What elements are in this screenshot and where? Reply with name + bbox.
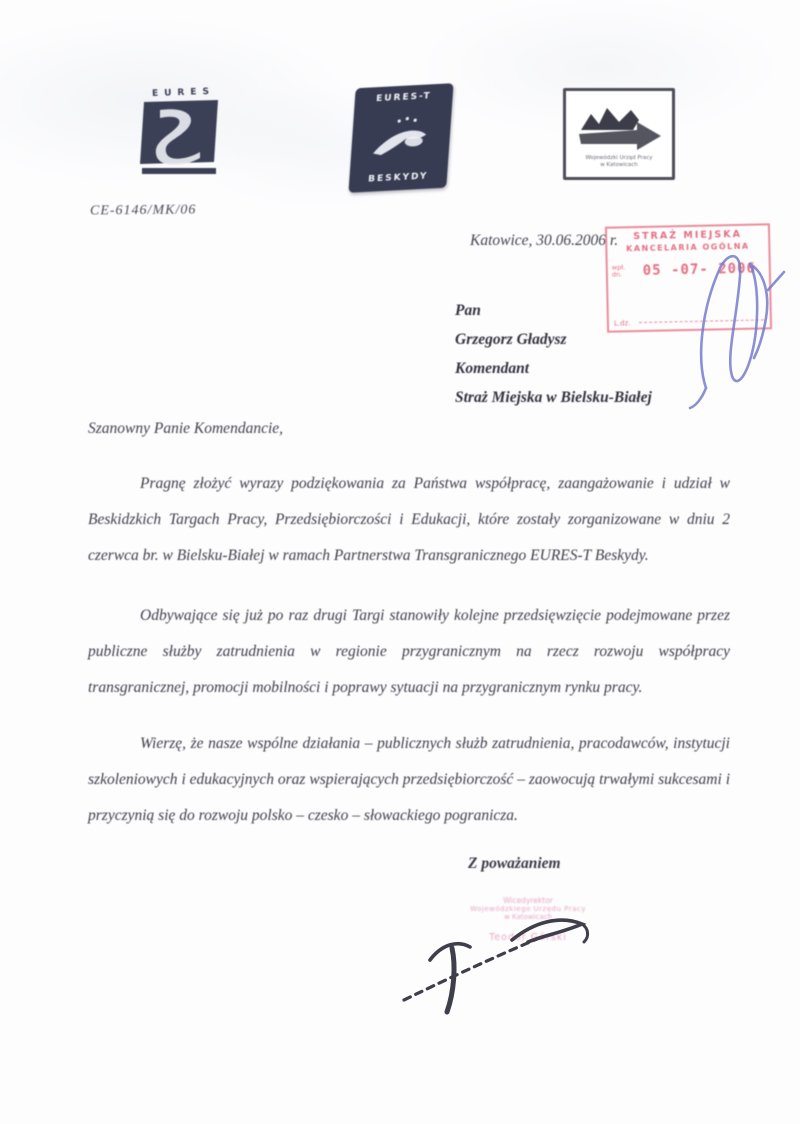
eures-logo-caption: EURES <box>151 86 216 100</box>
eures-t-beskydy-logo <box>348 83 453 193</box>
stamp-office-line2: KANCELARIA OGÓLNA <box>626 241 750 254</box>
wup-katowice-logo <box>563 88 675 180</box>
recipient-organization: Straż Miejska w Bielsku-Białej <box>455 389 652 406</box>
body-paragraph-2: Odbywające się już po raz drugi Targi stanowiły kolejne przedsięwzięcie podejmowane przez publiczne służby zatrudnienia w regionie przygranicznym na rzecz rozwoju współpracy transgranicznej, promocji mobilności i poprawy sytuacji na przygranicznym rynku pracy. <box>88 607 730 696</box>
body-paragraph-3: Wierzę, że nasze wspólne działania – publicznych służb zatrudnienia, pracodawców, instytucji szkoleniowych i edukacyjnych oraz wspierających przedsiębiorczość – zaowocują trwałymi sukcesami i przyczynią się do rozwoju polsko – czesko – słowackiego pogranicza. <box>88 735 730 824</box>
wup-logo-caption-line2: w Katowicach <box>600 161 638 168</box>
eures-logo <box>138 88 224 180</box>
stamp-received-label: wpł. dn. <box>611 262 626 279</box>
stamp-received-date: 05 -07- 2006 <box>642 260 757 279</box>
signer-stamp-name: Teodor Górski <box>489 932 567 943</box>
eures-swoosh-icon <box>138 100 224 181</box>
signer-stamp-line3: w Katowicach <box>504 913 552 921</box>
stamp-ldz-label: L.dz. <box>613 319 631 328</box>
signer-title-stamp <box>438 896 618 943</box>
eures-t-logo-bottom-label: BESKYDY <box>367 171 429 185</box>
recipient-block <box>455 296 652 412</box>
reference-number: CE-6146/MK/06 <box>89 202 197 219</box>
handshake-icon <box>368 114 433 161</box>
place-and-date: Katowice, 30.06.2006 r. <box>470 232 619 249</box>
recipient-name: Grzegorz Gładysz <box>455 331 567 348</box>
closing-phrase: Z poważaniem <box>468 855 561 872</box>
recipient-honorific: Pan <box>455 302 481 319</box>
signer-stamp-line2: Wojewódzkiego Urzędu Pracy <box>470 905 586 913</box>
stamp-dashed-line <box>639 319 764 323</box>
recipient-title: Komendant <box>455 360 530 377</box>
body-paragraph-1: Pragnę złożyć wyrazy podziękowania za Państwa współpracę, zaangażowanie i udział w Beskidzkich Targach Pracy, Przedsiębiorczości i Edukacji, które zostały zorganizowane w dniu 2 czerwca br. w Bielsku-Białej w ramach Partnerstwa Transgranicznego EURES-T Beskydy. <box>88 475 730 564</box>
salutation: Szanowny Panie Komendancie, <box>88 420 284 437</box>
mountain-arrow-icon <box>573 100 665 152</box>
stamp-office-line1: STRAŻ MIEJSKA <box>633 228 743 243</box>
eures-t-logo-top-label: EURES-T <box>375 91 432 105</box>
wup-logo-caption-line1: Wojewódzki Urząd Pracy <box>585 154 653 161</box>
signer-stamp-line1: Wicedyrektor <box>503 896 553 905</box>
